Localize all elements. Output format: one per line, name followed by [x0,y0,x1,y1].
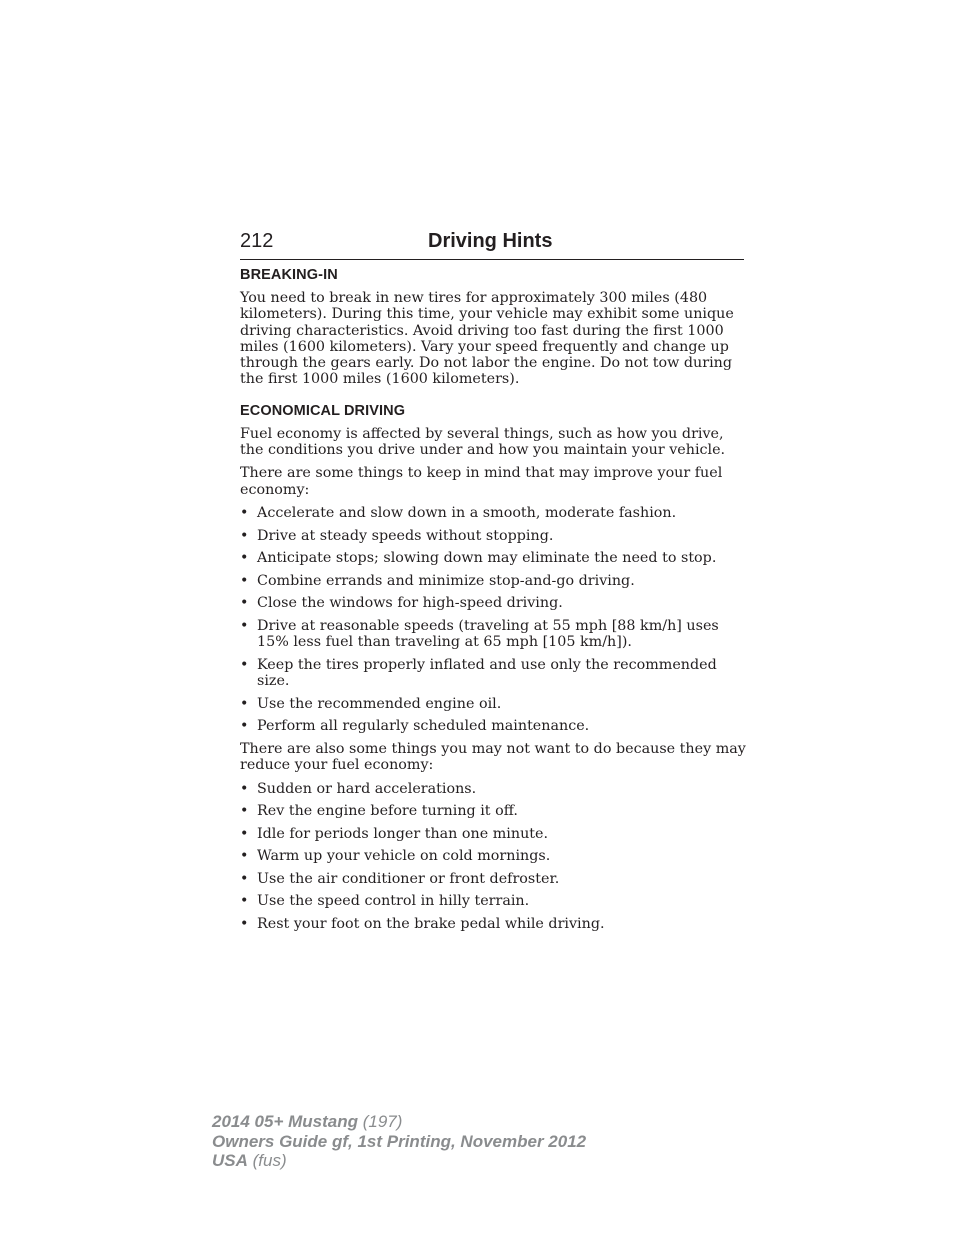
bullet-marker: • [240,893,249,910]
bullet-marker: • [240,916,249,933]
list-item [240,618,750,651]
page-content [240,266,750,939]
bullet-marker: • [240,656,249,673]
footer-model-line [212,1112,586,1132]
footer-guide-line [212,1132,586,1152]
list-item-text: Idle for periods longer than one minute. [257,825,549,842]
footer-model: 2014 05+ Mustang [212,1112,358,1131]
list-item-text: Rest your foot on the brake pedal while driving. [257,916,605,933]
list-item-text: Combine errands and minimize stop-and-go driving. [257,572,635,589]
bullet-marker: • [240,527,249,544]
footer-market-line [212,1151,586,1171]
chapter-title: Driving Hints [428,230,553,252]
list-item [240,528,750,544]
list-item [240,505,750,521]
bullet-marker: • [240,595,249,612]
improve-intro-paragraph: There are some things to keep in mind that may improve your fuel economy: [240,465,723,498]
list-item [240,550,750,566]
economy-intro-paragraph: Fuel economy is affected by several things, such as how you drive, the conditions you drive under and how you maintain your vehicle. [240,425,726,459]
list-item [240,781,750,797]
improve-fuel-economy-list [240,505,750,735]
list-item [240,916,750,932]
bullet-marker: • [240,803,249,820]
list-item [240,696,750,712]
bullet-marker: • [240,848,249,865]
bullet-marker: • [240,825,249,842]
list-item [240,657,750,690]
list-item-text: Use the speed control in hilly terrain. [257,893,530,910]
list-item-text: Accelerate and slow down in a smooth, moderate fashion. [257,504,677,521]
list-item-text: Drive at reasonable speeds (traveling at 55 mph [88 km/h] uses 15% less fuel than traveling at 65 mph [105 km/h]). [257,617,719,651]
avoid-intro-paragraph: There are also some things you may not want to do because they may reduce your fuel economy: [240,740,746,774]
footer-model-code: (197) [362,1112,403,1131]
section-heading-economical-driving: ECONOMICAL DRIVING [240,402,406,419]
list-item-text: Close the windows for high-speed driving. [257,595,563,612]
list-item-text: Warm up your vehicle on cold mornings. [257,848,551,865]
list-item-text: Keep the tires properly inflated and use only the recommended size. [257,656,717,690]
page-footer [212,1112,586,1171]
list-item-text: Use the recommended engine oil. [257,695,502,712]
list-item [240,595,750,611]
list-item [240,826,750,842]
footer-market: USA [212,1151,248,1170]
list-item-text: Use the air conditioner or front defroster. [257,870,560,887]
footer-guide: Owners Guide gf, 1st Printing, November 2012 [212,1131,587,1151]
list-item [240,573,750,589]
list-item-text: Drive at steady speeds without stopping. [257,527,554,544]
page-header [240,229,744,260]
bullet-marker: • [240,504,249,521]
reduce-fuel-economy-list [240,781,750,933]
bullet-marker: • [240,617,249,634]
footer-market-code: (fus) [252,1151,287,1170]
section-heading-breaking-in: BREAKING-IN [240,267,338,283]
bullet-marker: • [240,695,249,712]
breaking-in-paragraph: You need to break in new tires for approximately 300 miles (480 kilometers). During this time, your vehicle may exhibit some unique driving characteristics. Avoid driving too fast during the first 1000 miles (1600 kilometers). Vary your speed frequently and change up through the gears early. Do not labor the engine. Do not tow during the first 1000 miles (1600 kilometers). [240,290,734,388]
list-item-text: Anticipate stops; slowing down may eliminate the need to stop. [257,550,717,567]
bullet-marker: • [240,718,249,735]
list-item [240,871,750,887]
list-item-text: Perform all regularly scheduled maintenance. [257,718,590,735]
list-item [240,803,750,819]
bullet-marker: • [240,870,249,887]
list-item [240,893,750,909]
list-item-text: Rev the engine before turning it off. [257,803,518,820]
list-item-text: Sudden or hard accelerations. [257,780,477,797]
bullet-marker: • [240,550,249,567]
bullet-marker: • [240,780,249,797]
list-item [240,718,750,734]
page-number: 212 [240,230,274,252]
list-item [240,848,750,864]
bullet-marker: • [240,572,249,589]
